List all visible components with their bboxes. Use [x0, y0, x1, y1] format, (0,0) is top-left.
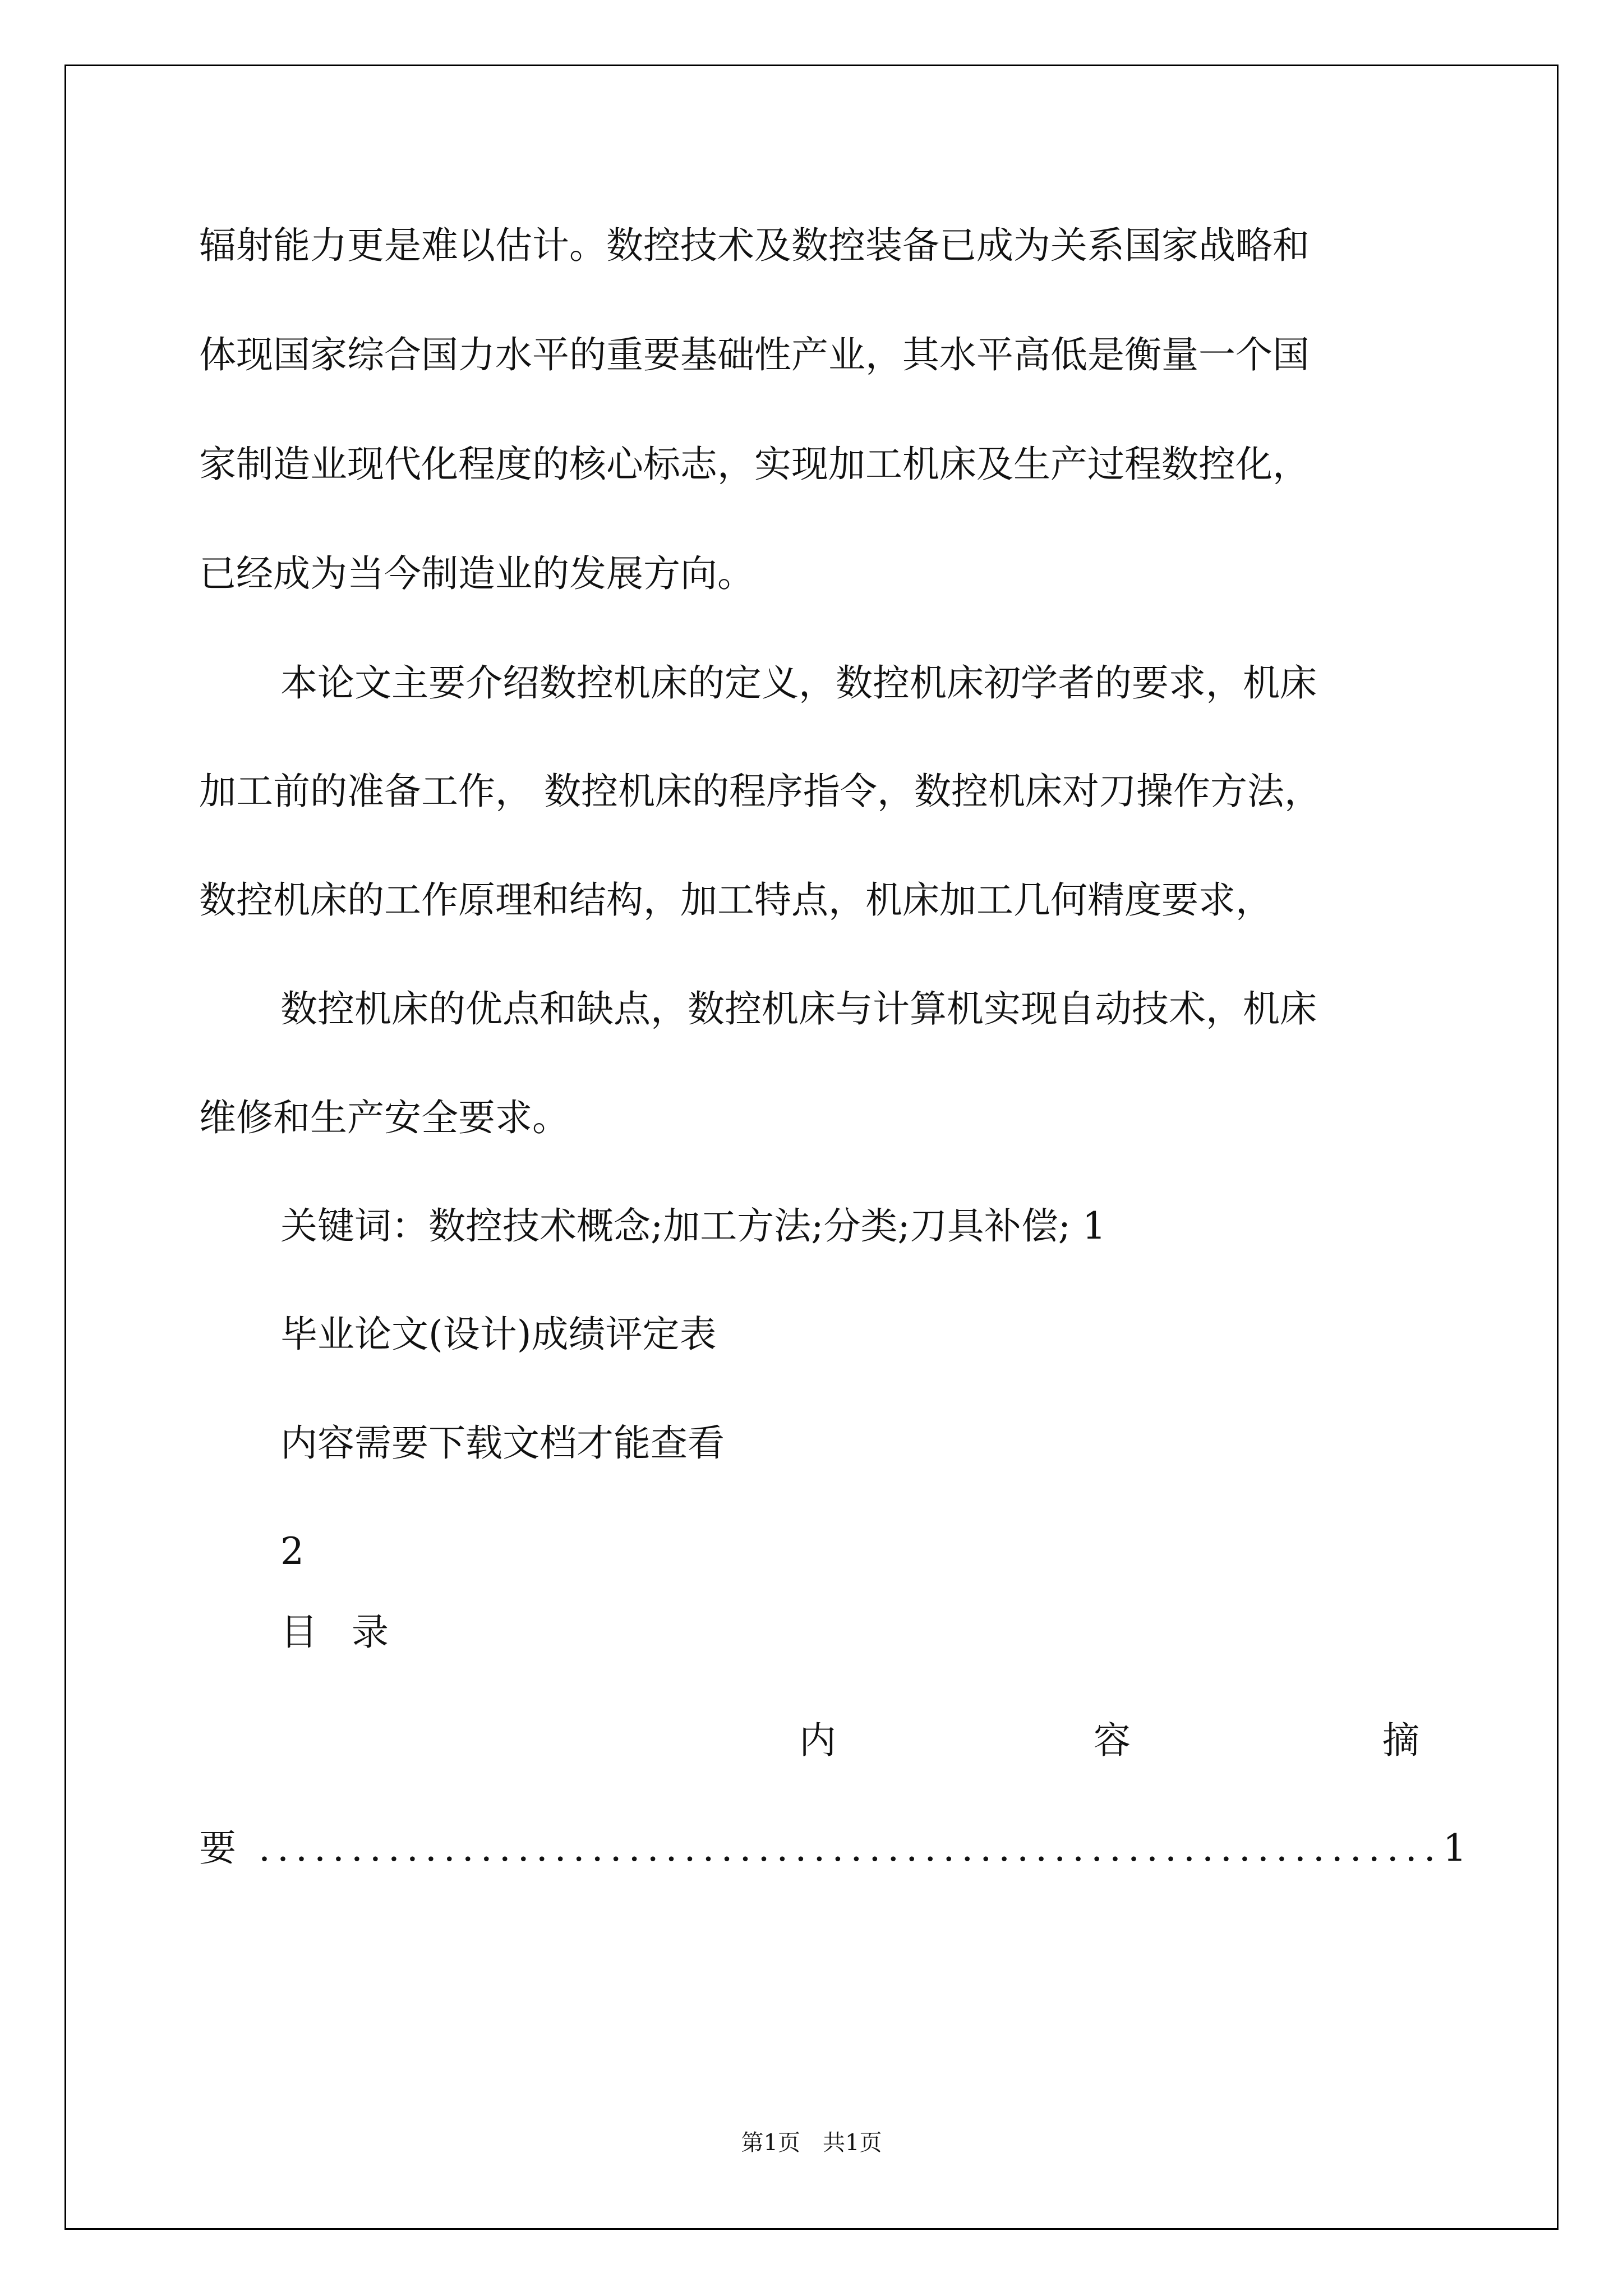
toc-entry-char: 容: [1094, 1719, 1131, 1762]
toc-entry-char: 要: [199, 1826, 236, 1870]
page-border: [64, 65, 1559, 2230]
page-marker: 2: [280, 1530, 304, 1573]
toc-entry-char: 摘: [1382, 1719, 1419, 1762]
paragraph-line: 维修和生产安全要求。: [199, 1096, 569, 1139]
download-notice: 内容需要下载文档才能查看: [280, 1421, 725, 1465]
paragraph-line: 体现国家综合国力水平的重要基础性产业，其水平高低是衡量一个国: [199, 333, 1310, 376]
paragraph-line: 辐射能力更是难以估计。数控技术及数控装备已成为关系国家战略和: [199, 224, 1310, 267]
paragraph-line: 家制造业现代化程度的核心标志，实现加工机床及生产过程数控化，: [199, 443, 1310, 486]
toc-leader-dots: [259, 1830, 1437, 1867]
toc-entry-page: 1: [1443, 1826, 1467, 1870]
toc-entry-row[interactable]: [199, 1826, 1467, 1870]
toc-entry-char: 内: [799, 1719, 836, 1762]
paragraph-line: 加工前的准备工作， 数控机床的程序指令，数控机床对刀操作方法，: [199, 770, 1321, 813]
grade-table-title: 毕业论文(设计)成绩评定表: [280, 1313, 717, 1356]
keywords: 关键词：数控技术概念;加工方法;分类;刀具补偿; 1: [280, 1204, 1106, 1248]
paragraph-line: 已经成为当今制造业的发展方向。: [199, 552, 754, 595]
toc-heading: 目 录: [280, 1611, 400, 1654]
paragraph-line: 数控机床的优点和缺点，数控机床与计算机实现自动技术，机床: [280, 987, 1317, 1030]
paragraph-line: 数控机床的工作原理和结构，加工特点，机床加工几何精度要求，: [199, 878, 1272, 922]
paragraph-line: 本论文主要介绍数控机床的定义，数控机床初学者的要求，机床: [280, 661, 1317, 705]
page-footer: 第1页 共1页: [741, 2130, 882, 2156]
